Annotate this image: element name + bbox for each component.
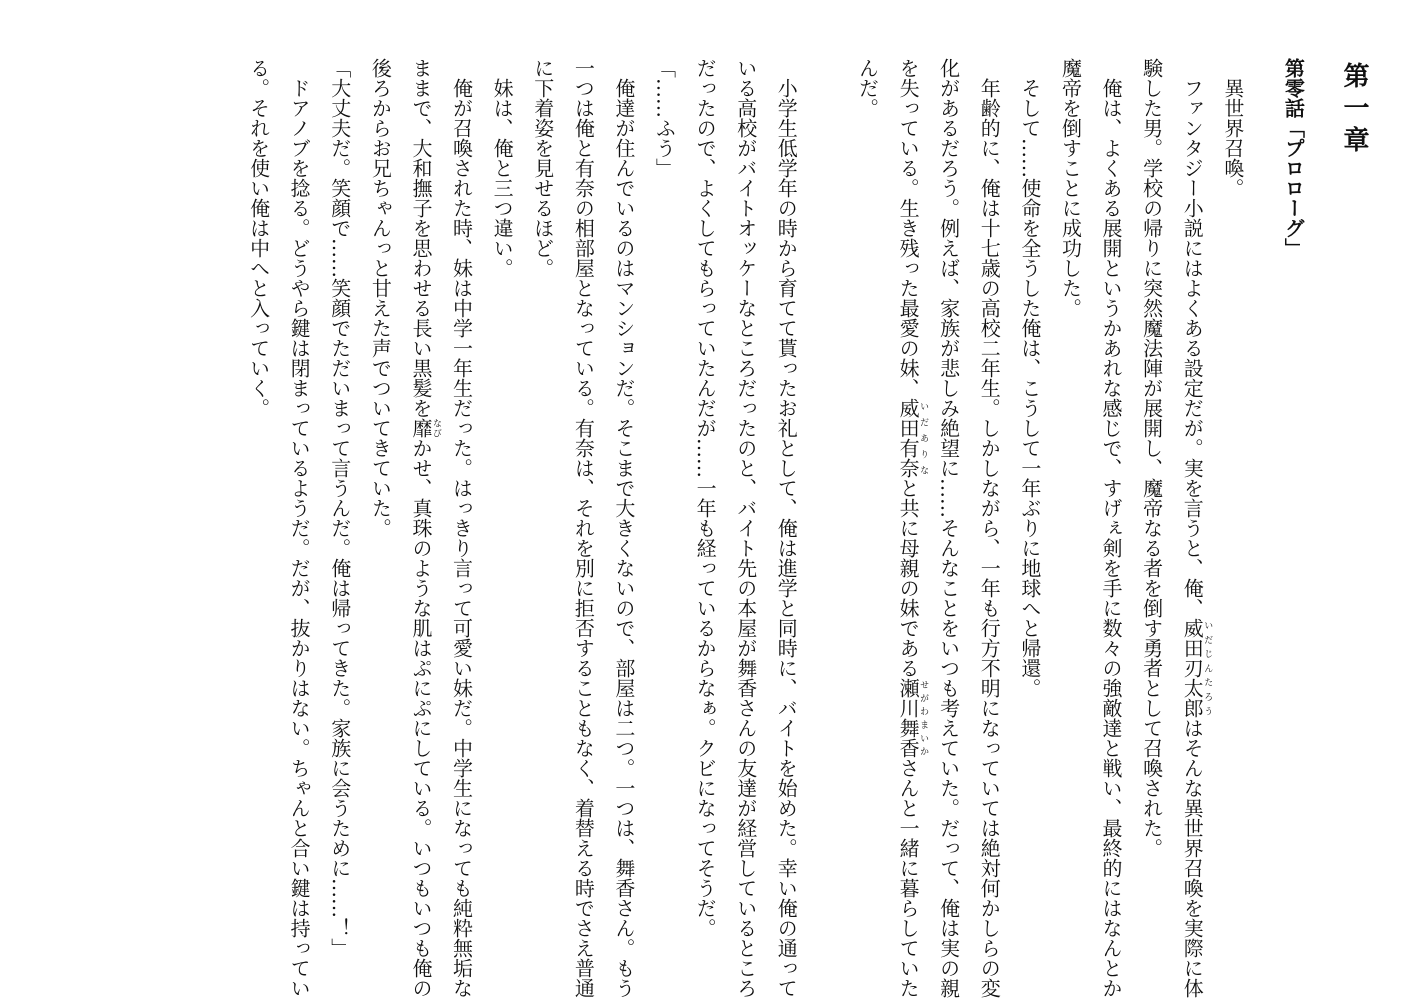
ruby-name: 威田有奈いだありな [896, 398, 929, 478]
paragraph: 妹は、俺と三つ違い。 [490, 58, 515, 278]
paragraph: 年齢的に、俺は十七歳の高校二年生。しかしながら、一年も行方不明になっていては絶対何かしらの変化があるだろう。例えば、家族が悲しみ絶望に……そんなことをいつも考えていた。だって、俺は実の親を失っている。生き残った最愛の妹、威田有奈いだありなと共に母親の妹である瀬川舞香せがわまいかさんと一緒に暮らしていたんだ。 [855, 58, 1002, 998]
paragraph: 俺達が住んでいるのはマンションだ。そこまで大きくないので、部屋は二つ。一つは、舞香さん。もう一つは俺と有奈の相部屋となっている。有奈は、それを別に拒否することもなく、着替える時でさえ普通に下着姿を見せるほど。 [530, 58, 636, 998]
paragraph: ドアノブを捻る。どうやら鍵は閉まっているようだ。だが、抜かりはない。ちゃんと合い鍵は持っている。それを使い俺は中へと入っていく。 [246, 58, 312, 998]
paragraph: そして……使命を全うした俺は、こうして一年ぶりに地球へと帰還。 [1017, 58, 1042, 698]
ruby-name: 瀬川舞香せがわまいか [896, 678, 929, 758]
episode-title: 第零話「プロローグ」 [1281, 58, 1306, 258]
paragraph: 異世界召喚。 [1220, 58, 1245, 198]
paragraph: 小学生低学年の時から育てて貰ったお礼として、俺は進学と同時に、バイトを始めた。幸い俺の通っている高校がバイトオッケーなところだったのと、バイト先の本屋が舞香さんの友達が経営しているところだったので、よくしてもらっていたんだが……一年も経っているからなぁ。クビになってそうだ。 [693, 58, 799, 998]
paragraph: 俺は、よくある展開というかあれな感じで、すげぇ剣を手に数々の強敵達と戦い、最終的にはなんとか魔帝を倒すことに成功した。 [1058, 58, 1124, 998]
ruby-word: 靡なび [408, 418, 441, 438]
dialogue: 「大丈夫だ。笑顔で……笑顔でただいまって言うんだ。俺は帰ってきた。家族に会うために……！」 [327, 58, 352, 958]
chapter-title: 第一章 [1339, 62, 1369, 158]
dialogue: 「……ふう」 [652, 58, 677, 178]
paragraph: ファンタジー小説にはよくある設定だが。実を言うと、俺、威田刃太郎いだじんたろうはそんな異世界召喚を実際に体験した男。学校の帰りに突然魔法陣が展開し、魔帝なる者を倒す勇者として召喚された。 [1139, 58, 1213, 998]
ruby-name: 威田刃太郎いだじんたろう [1180, 618, 1213, 718]
paragraph: 俺が召喚された時、妹は中学一年生だった。はっきり言って可愛い妹だ。中学生になっても純粋無垢なままで、大和撫子を思わせる長い黒髪を靡なびかせ、真珠のような肌はぷにぷにしている。いつもいつも俺の後ろからお兄ちゃんっと甘えた声でついてきていた。 [368, 58, 474, 998]
